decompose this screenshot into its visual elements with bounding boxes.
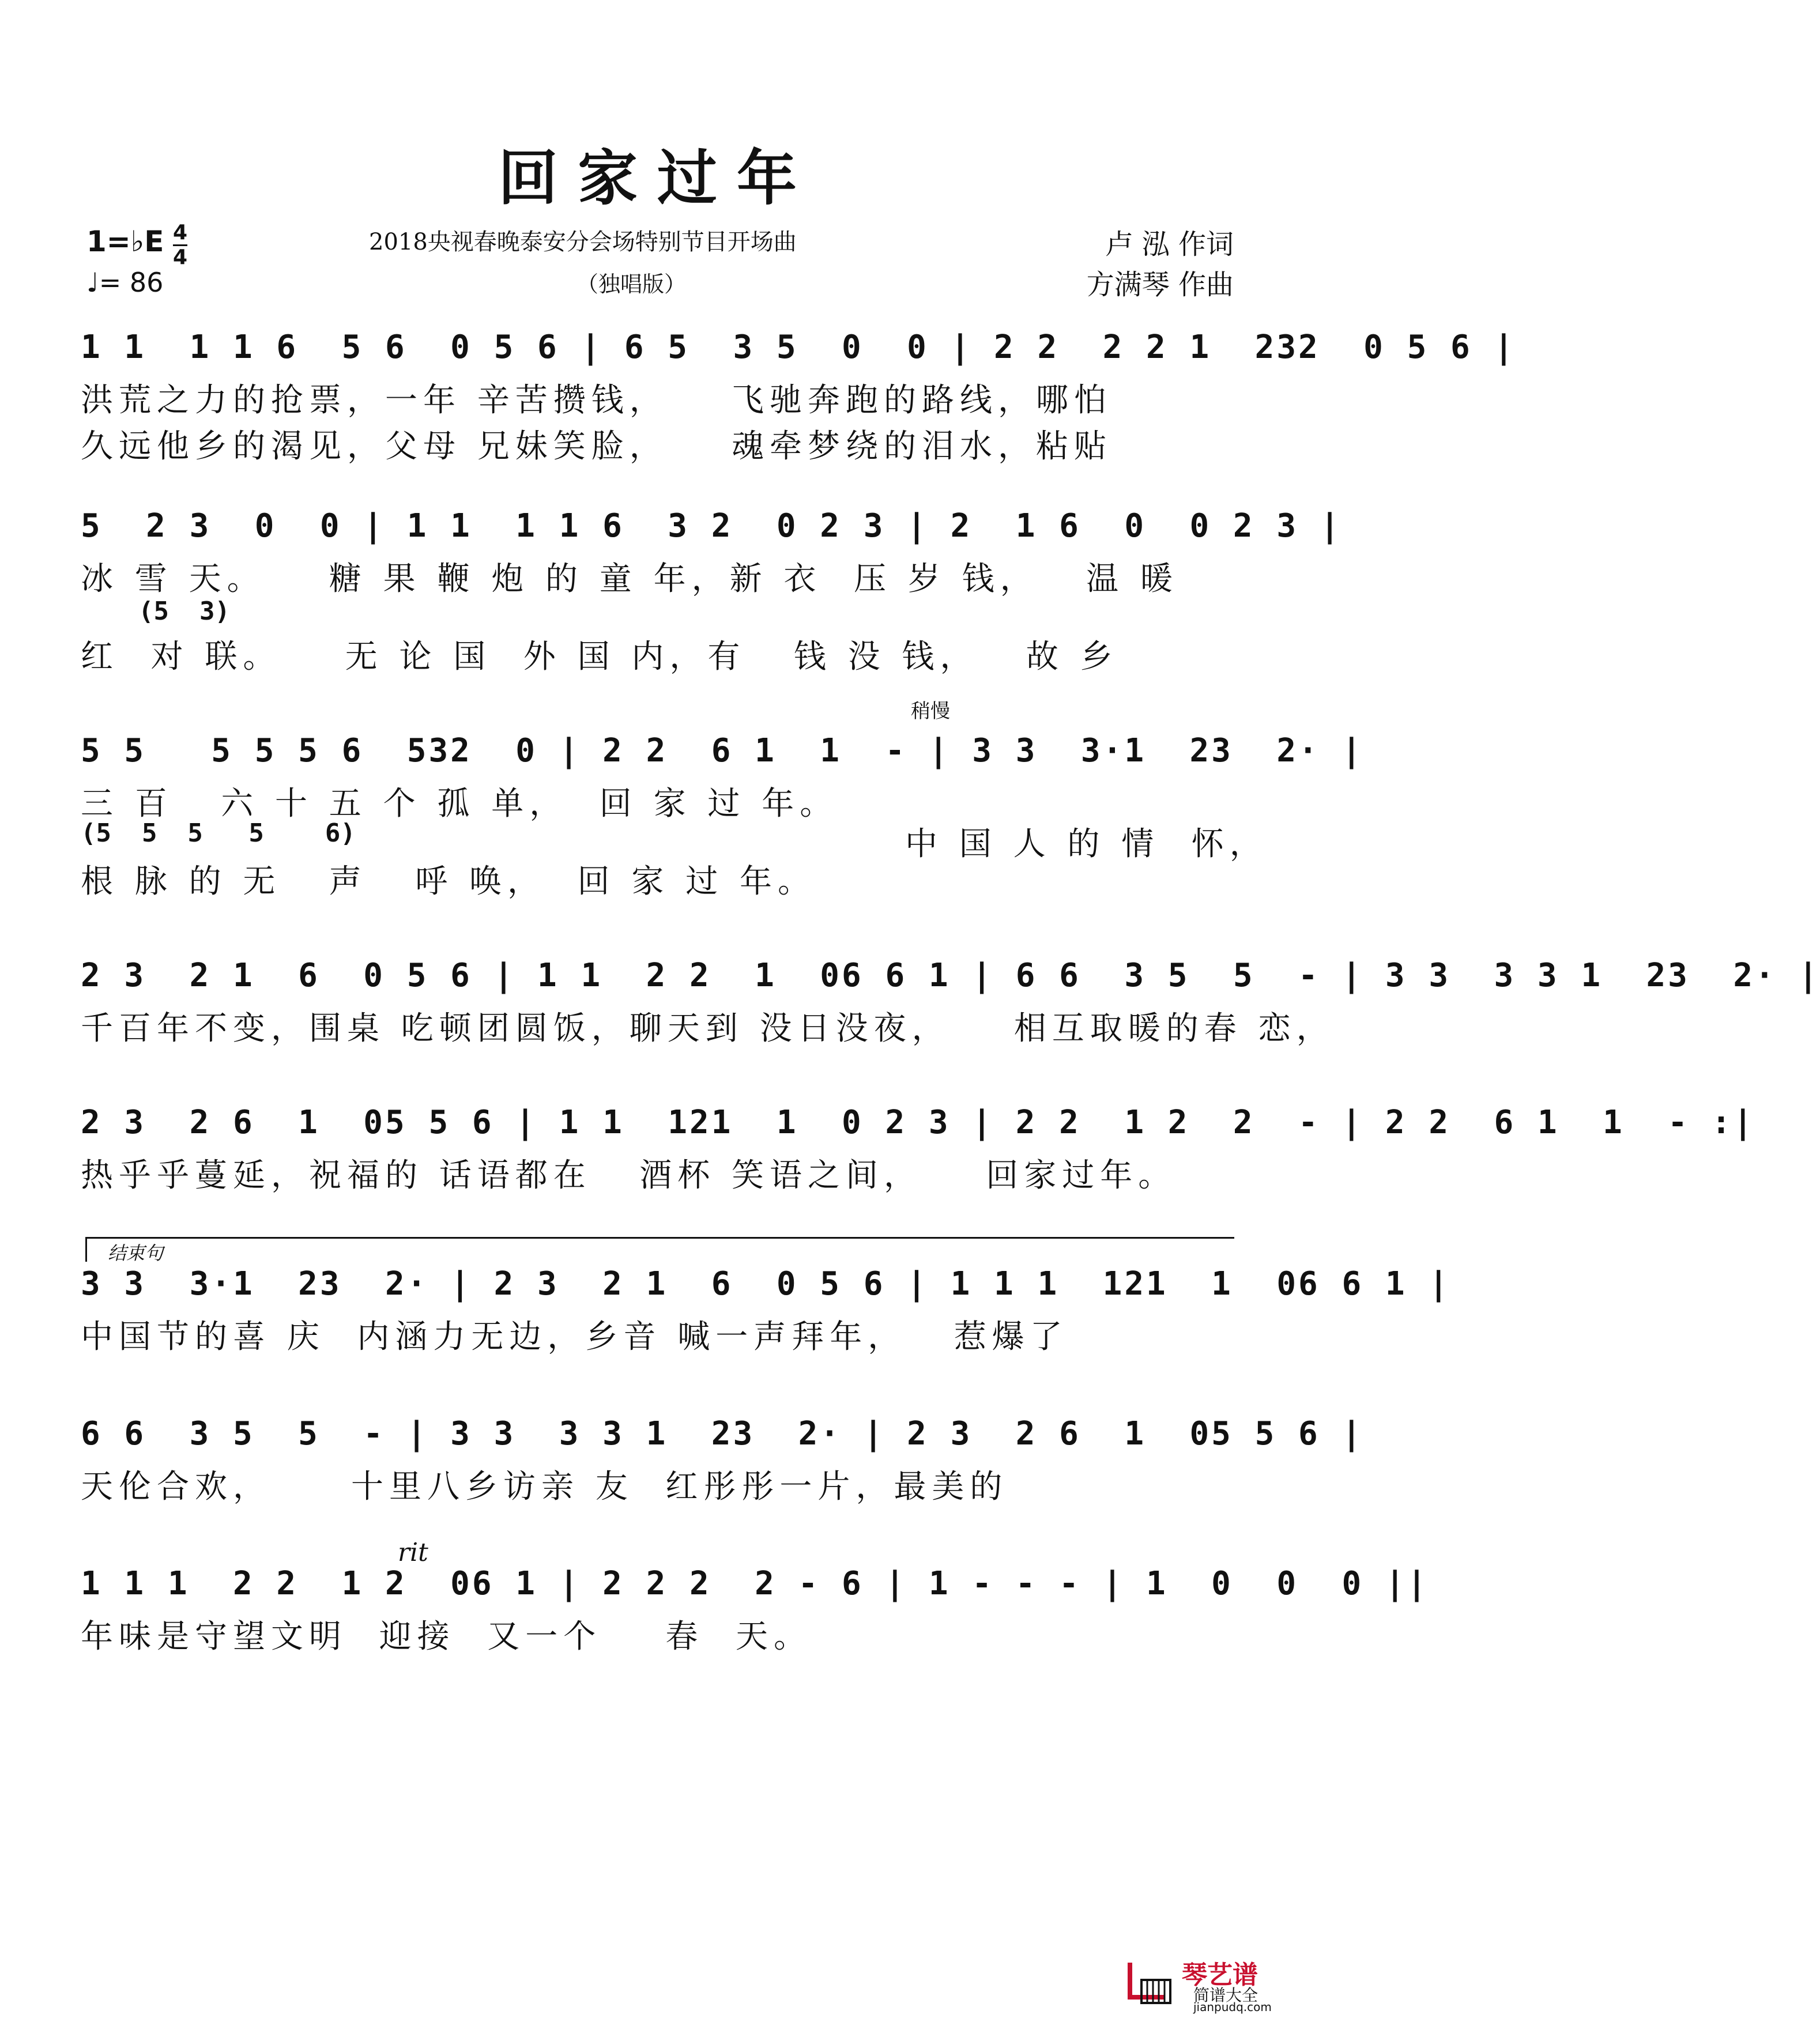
watermark-url: jianpudq.com bbox=[1193, 2000, 1272, 2014]
notation: 1 1 1 2 2 1 2 06 1 | 2 2 2 2 - 6 | 1 - - - | 1 0 0 0 || bbox=[81, 1565, 1429, 1602]
alternate-notes: (5 3) bbox=[138, 597, 230, 626]
meter-top: 4 bbox=[173, 221, 187, 246]
lyrics-verse-1: 三 百 六 十 五 个 孤 单， 回 家 过 年。 bbox=[81, 785, 838, 823]
lyrics-verse-2: 根 脉 的 无 声 呼 唤， 回 家 过 年。 bbox=[81, 863, 816, 900]
tempo-marking: ♩= 86 bbox=[86, 267, 164, 298]
ritardando-marking: rit bbox=[398, 1538, 428, 1567]
key-signature: 1=♭E bbox=[86, 225, 164, 258]
lyrics-verse-1: 洪荒之力的抢票，一年 辛苦攒钱， 飞驰奔跑的路线，哪怕 bbox=[81, 382, 1113, 419]
watermark-logo bbox=[1124, 1954, 1297, 2012]
notation: 1 1 1 1 6 5 6 0 5 6 | 6 5 3 5 0 0 | 2 2 2 2 1 232 0 5 6 | bbox=[81, 329, 1516, 366]
notation: 5 5 5 5 5 6 532 0 | 2 2 6 1 1 - | 3 3 3·1 23 2· | bbox=[81, 732, 1364, 769]
watermark-brand: 琴艺谱 bbox=[1182, 1960, 1258, 1990]
meter-bottom: 4 bbox=[173, 246, 188, 269]
lyrics: 天伦合欢， 十里八乡访亲 友 红彤彤一片，最美的 bbox=[81, 1468, 1008, 1506]
alternate-notes: (5 5 5 5 6) bbox=[81, 818, 356, 848]
composer-credit: 方满琴 作曲 bbox=[1086, 269, 1234, 301]
lyrics-verse-2: 久远他乡的渴见，父母 兄妹笑脸， 魂牵梦绕的泪水，粘贴 bbox=[81, 428, 1113, 465]
piano-logo-icon bbox=[1124, 1957, 1176, 2009]
ending-label: 结束句 bbox=[108, 1242, 164, 1264]
lyricist-credit: 卢 泓 作词 bbox=[1105, 228, 1234, 261]
lyrics: 千百年不变，围桌 吃顿团圆饭，聊天到 没日没夜， 相互取暖的春 恋， bbox=[81, 1010, 1335, 1047]
lyrics: 年味是守望文明 迎接 又一个 春 天。 bbox=[81, 1618, 812, 1655]
notation: 6 6 3 5 5 - | 3 3 3 3 1 23 2· | 2 3 2 6 1 05 5 6 | bbox=[81, 1415, 1364, 1453]
watermark-site: 简谱大全 bbox=[1193, 1986, 1258, 2005]
lyrics-verse-1: 冰 雪 天。 糖 果 鞭 炮 的 童 年，新 衣 压 岁 钱， 温 暖 bbox=[81, 560, 1178, 598]
notation: 3 3 3·1 23 2· | 2 3 2 1 6 0 5 6 | 1 1 1 121 1 06 6 1 | bbox=[81, 1265, 1451, 1303]
ending-bracket bbox=[85, 1237, 1234, 1262]
notation: 2 3 2 1 6 0 5 6 | 1 1 2 2 1 06 6 1 | 6 6 3 5 5 - | 3 3 3 3 1 23 2· | bbox=[81, 957, 1820, 994]
subtitle: 2018央视春晚泰安分会场特别节目开场曲 bbox=[369, 229, 797, 255]
version-note: （独唱版） bbox=[576, 271, 687, 297]
tempo-annotation: 稍慢 bbox=[911, 700, 950, 723]
notation: 2 3 2 6 1 05 5 6 | 1 1 121 1 0 2 3 | 2 2 1 2 2 - | 2 2 6 1 1 - :| bbox=[81, 1104, 1755, 1141]
time-signature bbox=[173, 221, 187, 269]
lyrics: 热乎乎蔓延，祝福的 话语都在 酒杯 笑语之间， 回家过年。 bbox=[81, 1157, 1177, 1194]
lyrics: 中国节的喜 庆 内涵力无边，乡音 喊一声拜年， 惹爆了 bbox=[81, 1318, 1068, 1356]
lyrics-verse-2: 红 对 联。 无 论 国 外 国 内，有 钱 没 钱， 故 乡 bbox=[81, 638, 1118, 676]
side-lyrics: 中 国 人 的 情 怀， bbox=[905, 825, 1268, 863]
notation: 5 2 3 0 0 | 1 1 1 1 6 3 2 0 2 3 | 2 1 6 0 0 2 3 | bbox=[81, 507, 1342, 545]
song-title: 回家过年 bbox=[498, 142, 816, 213]
